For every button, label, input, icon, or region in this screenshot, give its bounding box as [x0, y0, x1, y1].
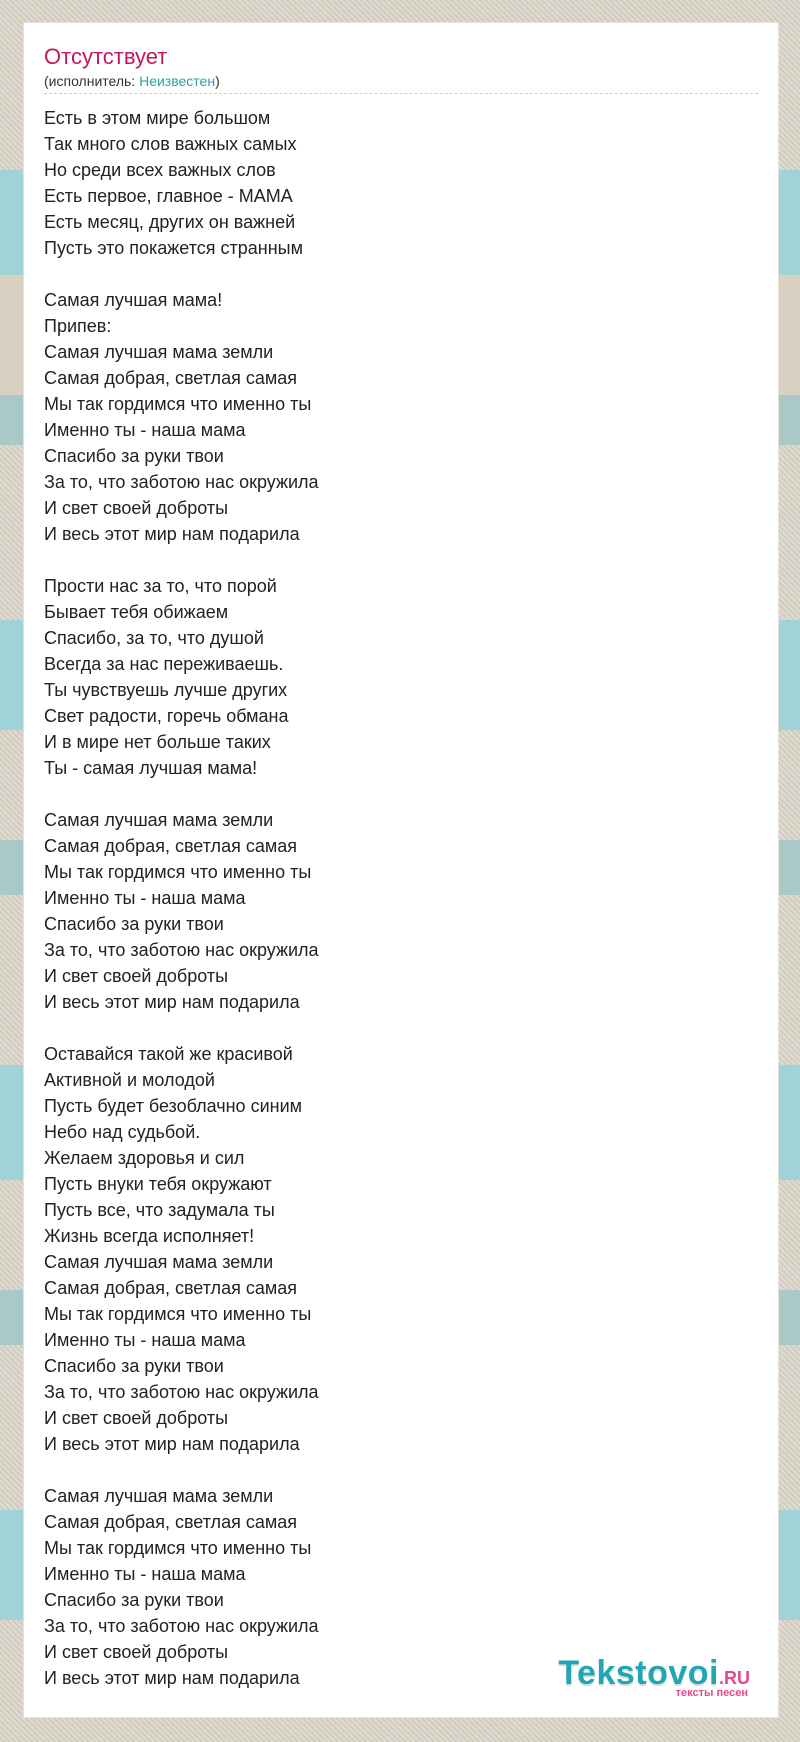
lyric-line: Жизнь всегда исполняет! — [44, 1226, 255, 1246]
lyric-line: Спасибо за руки твои — [44, 1356, 224, 1376]
song-title: Отсутствует — [44, 44, 168, 69]
lyric-line: Самая лучшая мама земли — [44, 810, 274, 830]
lyric-line: Припев: — [44, 316, 112, 336]
logo-wordmark: Tekstovoi — [558, 1654, 719, 1692]
lyric-line: Самая лучшая мама земли — [44, 342, 274, 362]
artist-line — [44, 71, 758, 91]
lyric-line: И весь этот мир нам подарила — [44, 992, 300, 1012]
lyric-line: Пусть будет безоблачно синим — [44, 1096, 302, 1116]
lyric-line: Самая добрая, светлая самая — [44, 368, 297, 388]
lyric-line: Мы так гордимся что именно ты — [44, 394, 312, 414]
lyric-line: И в мире нет больше таких — [44, 732, 271, 752]
artist-suffix: ) — [215, 73, 220, 89]
lyric-line: Самая добрая, светлая самая — [44, 836, 297, 856]
lyric-stanza — [44, 807, 744, 1015]
lyric-line: Но среди всех важных слов — [44, 160, 276, 180]
lyric-line: Желаем здоровья и сил — [44, 1148, 245, 1168]
lyric-line: Пусть все, что задумала ты — [44, 1200, 275, 1220]
lyric-line: Самая лучшая мама земли — [44, 1252, 274, 1272]
lyric-line: Самая лучшая мама земли — [44, 1486, 274, 1506]
lyric-line: Бывает тебя обижаем — [44, 602, 229, 622]
lyric-line: И весь этот мир нам подарила — [44, 524, 300, 544]
artist-link[interactable]: Неизвестен — [139, 73, 216, 89]
lyric-line: Спасибо за руки твои — [44, 446, 224, 466]
lyric-line: Именно ты - наша мама — [44, 420, 246, 440]
lyrics-card — [23, 22, 779, 1718]
lyric-line: Мы так гордимся что именно ты — [44, 862, 312, 882]
lyric-line: Пусть это покажется странным — [44, 238, 303, 258]
lyric-line: Мы так гордимся что именно ты — [44, 1304, 312, 1324]
logo-tld: .RU — [719, 1668, 750, 1688]
lyric-stanza — [44, 287, 744, 547]
lyric-line: Есть первое, главное - МАМА — [44, 186, 293, 206]
header-divider — [44, 93, 758, 94]
lyric-line: Ты чувствуешь лучше других — [44, 680, 288, 700]
lyric-line: Прости нас за то, что порой — [44, 576, 277, 596]
lyric-line: Свет радости, горечь обмана — [44, 706, 289, 726]
lyric-line: И свет своей доброты — [44, 966, 229, 986]
lyric-line: И весь этот мир нам подарила — [44, 1668, 300, 1688]
lyric-line: Именно ты - наша мама — [44, 1330, 246, 1350]
lyric-stanza — [44, 1041, 744, 1457]
lyric-line: И весь этот мир нам подарила — [44, 1434, 300, 1454]
lyric-line: Именно ты - наша мама — [44, 888, 246, 908]
lyric-line: Именно ты - наша мама — [44, 1564, 246, 1584]
lyric-line: Самая лучшая мама! — [44, 290, 223, 310]
lyric-line: Всегда за нас переживаешь. — [44, 654, 284, 674]
lyric-line: Спасибо за руки твои — [44, 914, 224, 934]
lyric-line: За то, что заботою нас окружила — [44, 1616, 319, 1636]
lyrics-text — [44, 105, 744, 1717]
lyric-line: Пусть внуки тебя окружают — [44, 1174, 272, 1194]
lyric-line: Есть месяц, других он важней — [44, 212, 296, 232]
lyric-line: Есть в этом мире большом — [44, 108, 271, 128]
lyric-stanza — [44, 105, 744, 261]
lyric-line: Спасибо за руки твои — [44, 1590, 224, 1610]
lyric-line: Активной и молодой — [44, 1070, 215, 1090]
lyric-line: Самая добрая, светлая самая — [44, 1512, 297, 1532]
lyric-line: Ты - самая лучшая мама! — [44, 758, 258, 778]
logo-tagline: тексты песен — [675, 1687, 748, 1699]
lyric-line: И свет своей доброты — [44, 1642, 229, 1662]
lyric-line: И свет своей доброты — [44, 1408, 229, 1428]
lyric-line: За то, что заботою нас окружила — [44, 472, 319, 492]
lyric-line: Оставайся такой же красивой — [44, 1044, 293, 1064]
site-logo[interactable] — [558, 1654, 750, 1699]
lyric-line: Мы так гордимся что именно ты — [44, 1538, 312, 1558]
lyric-stanza — [44, 573, 744, 781]
artist-prefix: (исполнитель: — [44, 73, 140, 89]
lyric-line: Небо над судьбой. — [44, 1122, 201, 1142]
lyric-line: Самая добрая, светлая самая — [44, 1278, 297, 1298]
lyric-line: Так много слов важных самых — [44, 134, 297, 154]
lyric-line: Спасибо, за то, что душой — [44, 628, 264, 648]
lyric-line: И свет своей доброты — [44, 498, 229, 518]
lyric-line: За то, что заботою нас окружила — [44, 940, 319, 960]
song-header — [44, 43, 758, 91]
lyric-line: За то, что заботою нас окружила — [44, 1382, 319, 1402]
